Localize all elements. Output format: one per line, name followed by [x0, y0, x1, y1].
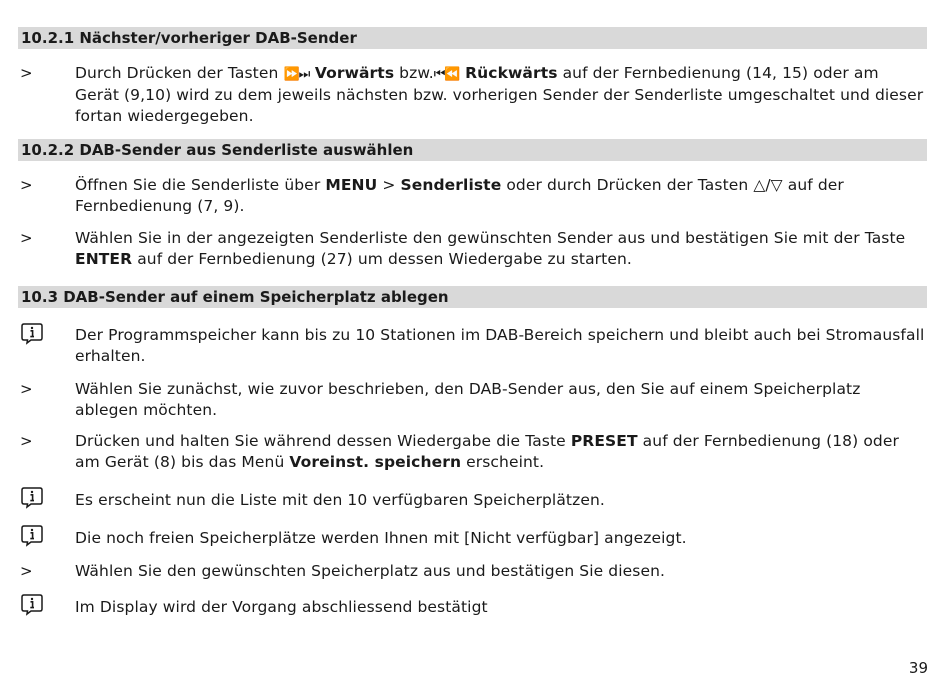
item-text: Öffnen Sie die Senderliste über MENU > Senderliste oder durch Drücken der Tasten △/▽ auf der Fernbedienung (7, 9).: [75, 176, 844, 215]
section-heading-10-3: 10.3 DAB-Sender auf einem Speicherplatz ablegen: [18, 286, 927, 308]
fast-forward-skip-icon: ⏩⏭: [283, 67, 310, 82]
section-heading-10-2-2: 10.2.2 DAB-Sender aus Senderliste auswählen: [18, 139, 927, 161]
item-text: Der Programmspeicher kann bis zu 10 Stationen im DAB-Bereich speichern und bleibt auch bei Stromausfall erhalten.: [75, 326, 925, 365]
bullet-marker: >: [20, 432, 33, 450]
section-heading-10-2-1: 10.2.1 Nächster/vorheriger DAB-Sender: [18, 27, 927, 49]
page-number: 39: [908, 659, 928, 677]
info-icon: [20, 321, 44, 345]
item-text: Die noch freien Speicherplätze werden Ihnen mit [Nicht verfügbar] angezeigt.: [75, 529, 687, 547]
item-text: Im Display wird der Vorgang abschliessend bestätigt: [75, 598, 488, 616]
item-text: Wählen Sie den gewünschten Speicherplatz aus und bestätigen Sie diesen.: [75, 562, 666, 580]
bullet-marker: >: [20, 176, 33, 194]
skip-back-rewind-icon: ⏮⏪: [433, 67, 460, 82]
item-text: Wählen Sie zunächst, wie zuvor beschrieben, den DAB-Sender aus, den Sie auf einem Speicherplatz ablegen möchten.: [75, 380, 861, 419]
bullet-marker: >: [20, 64, 33, 82]
bullet-marker: >: [20, 380, 33, 398]
item-text: Wählen Sie in der angezeigten Senderliste den gewünschten Sender aus und bestätigen Sie mit der Taste ENTER auf der Fernbedienung (27) um dessen Wiedergabe zu starten.: [75, 229, 906, 268]
item-text: Drücken und halten Sie während dessen Wiedergabe die Taste PRESET auf der Fernbedienung (18) oder am Gerät (8) bis das Menü Voreinst. speichern erscheint.: [75, 432, 899, 471]
info-icon: [20, 485, 44, 509]
info-icon: [20, 592, 44, 616]
item-text: Durch Drücken der Tasten ⏩⏭ Vorwärts bzw.⏮⏪ Rückwärts auf der Fernbedienung (14, 15) oder am Gerät (9,10) wird zu dem jeweils nächsten bzw. vorherigen Sender der Senderliste umgeschaltet und dieser fortan wiedergegeben.: [75, 64, 924, 125]
bullet-marker: >: [20, 562, 33, 580]
info-icon: [20, 523, 44, 547]
item-text: Es erscheint nun die Liste mit den 10 verfügbaren Speicherplätzen.: [75, 491, 605, 509]
bullet-marker: >: [20, 229, 33, 247]
